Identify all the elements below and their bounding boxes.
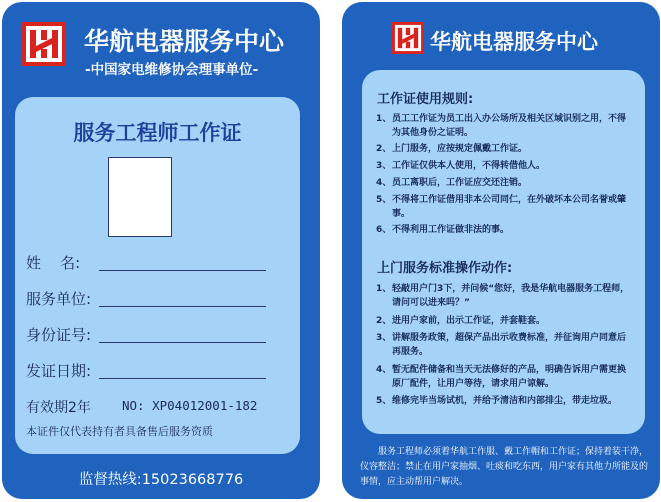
- dress-code-note: 服务工程师必须着华航工作服、戴工作帽和工作证；保持着装干净，仪容整洁；禁止在用户家抽烟、吐痰和吃东西，用户家有其他力所能及的事情，应主动帮用户解决。: [360, 447, 649, 487]
- front-info-panel: [15, 97, 300, 454]
- usage-rule: 1、 员工工作证为员工出入办公场所及相关区域识别之用，不得为其他身份之证明。: [376, 114, 627, 138]
- service-unit-label: 服务单位:: [26, 290, 92, 308]
- usage-rule: 6、 不得利用工作证做非法的事。: [376, 225, 510, 235]
- service-action: 3、 讲解服务政策，超保产品出示收费标准，并征询用户同意后再服务。: [376, 333, 627, 357]
- service-action: 5、 维修完毕当场试机，并给予清洁和内部排尘，带走垃圾。: [376, 396, 618, 406]
- issue-date-line: [99, 378, 266, 379]
- name-label: 姓 名:: [26, 254, 81, 272]
- service-action: 4、 暂无配件储备和当天无法修好的产品，明确告诉用户需更换原厂配件，让用户等待，请求用户谅解。: [376, 365, 627, 389]
- usage-rule: 3、 工作证仅供本人使用，不得转借他人。: [376, 161, 546, 171]
- company-name-back: 华航电器服务中心: [430, 30, 598, 54]
- usage-rule: 2、 上门服务，应按规定佩戴工作证。: [376, 144, 528, 154]
- huahang-logo-icon: [392, 22, 424, 54]
- validity-period: 有效期2年: [26, 400, 91, 416]
- card-heading: 服务工程师工作证: [73, 121, 242, 145]
- serial-number: NO: XP04012001-182: [122, 398, 258, 413]
- back-rules-panel: [362, 70, 645, 434]
- front-card: [2, 2, 320, 499]
- id-number-field: [26, 323, 266, 347]
- name-field: [26, 251, 266, 275]
- service-actions-title: 上门服务标准操作动作:: [377, 261, 513, 276]
- id-number-line: [99, 342, 266, 343]
- company-name: 华航电器服务中心: [84, 27, 285, 56]
- id-number-label: 身份证号:: [26, 326, 92, 344]
- supervision-hotline: 监督热线:15023668776: [78, 472, 244, 488]
- name-line: [99, 270, 266, 271]
- service-unit-line: [99, 306, 266, 307]
- service-unit-field: [26, 287, 266, 311]
- usage-rules-title: 工作证使用规则:: [377, 92, 474, 107]
- photo-placeholder: [108, 157, 172, 237]
- issue-date-label: 发证日期:: [26, 362, 92, 380]
- association-subtitle: -中国家电维修协会理事单位-: [85, 62, 259, 78]
- qualification-note: 本证件仅代表持有者具备售后服务资质: [26, 425, 213, 438]
- huahang-logo-icon: [22, 22, 66, 66]
- service-action: 1、 轻敲用户门3下，并问候“您好，我是华航电器服务工程师，请问可以进来吗？”: [376, 284, 630, 308]
- back-card: [342, 2, 660, 499]
- usage-rule: 4、 员工离职后，工作证应交还注销。: [376, 178, 528, 188]
- usage-rule: 5、 不得将工作证借用非本公司同仁，在外破坏本公司名誉或肇事。: [376, 195, 627, 219]
- service-action: 2、 进用户家前，出示工作证，并套鞋套。: [376, 316, 546, 326]
- issue-date-field: [26, 359, 266, 383]
